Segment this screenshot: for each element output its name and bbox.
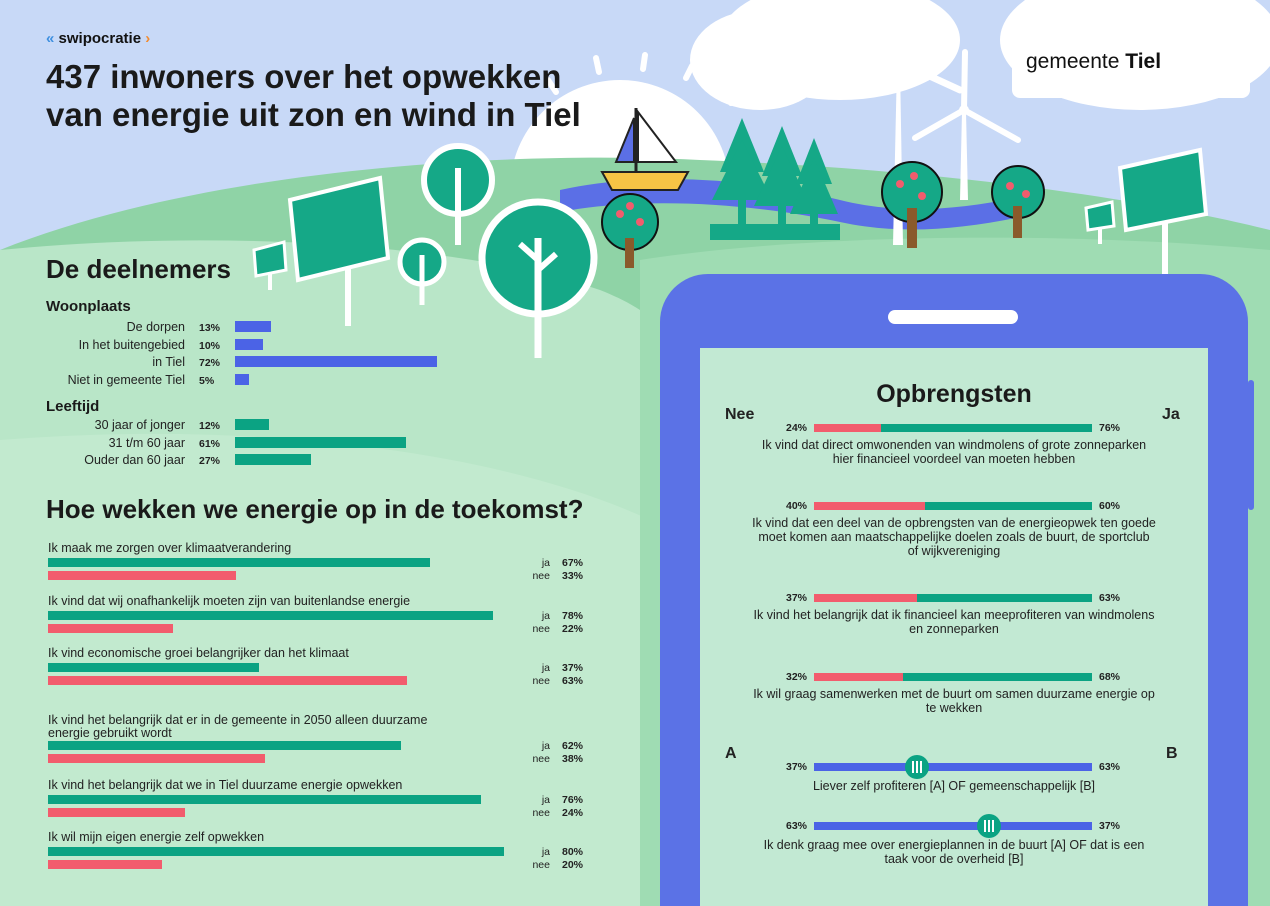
woonplaats-bar (235, 374, 249, 385)
grip-line-icon (992, 820, 994, 832)
toekomst-nee-bar (48, 754, 265, 763)
toekomst-ja-bar (48, 741, 401, 750)
leeftijd-bar (235, 419, 269, 430)
toekomst-nee-label: nee (532, 623, 550, 635)
toekomst-question: Ik wil mijn eigen energie zelf opwekken (48, 830, 265, 844)
ab-statement: Ik denk graag mee over energieplannen in de buurt [A] OF dat is een taak voor de overheid [B] (763, 838, 1145, 866)
toekomst-heading: Hoe wekken we energie op in de toekomst? (46, 494, 584, 524)
ab-a-value: 37% (786, 761, 808, 773)
cloud-shape (690, 10, 830, 110)
leeftijd-label: Ouder dan 60 jaar (84, 453, 185, 467)
woonplaats-value: 5% (199, 374, 215, 387)
leeftijd-value: 12% (199, 420, 221, 432)
toekomst-nee-label: nee (532, 570, 550, 582)
toekomst-ja-value: 76% (562, 794, 584, 806)
toekomst-question: Ik vind dat wij onafhankelijk moeten zijn van buitenlandse energie (48, 594, 411, 608)
logo-prefix: gemeente (1026, 50, 1120, 73)
toekomst-nee-bar (48, 624, 173, 633)
phone-side-button (1248, 380, 1254, 510)
grip-line-icon (988, 820, 990, 832)
toekomst-ja-bar (48, 795, 481, 804)
grip-line-icon (916, 761, 918, 773)
toekomst-ja-bar (48, 611, 493, 620)
toekomst-ja-label: ja (541, 846, 550, 858)
b-label: B (1166, 745, 1178, 762)
toekomst-ja-value: 80% (562, 846, 584, 858)
opbrengsten-nee-value: 37% (786, 592, 808, 604)
ja-label: Ja (1162, 406, 1180, 423)
leeftijd-label: 31 t/m 60 jaar (108, 435, 185, 450)
grip-line-icon (912, 761, 914, 773)
toekomst-ja-label: ja (541, 557, 550, 569)
woonplaats-heading: Woonplaats (46, 298, 131, 315)
opbrengsten-ja-bar (903, 673, 1092, 681)
nee-label: Nee (725, 406, 755, 423)
toekomst-nee-label: nee (532, 807, 550, 819)
opbrengsten-nee-bar (814, 673, 903, 681)
toekomst-ja-bar (48, 558, 430, 567)
ab-a-value: 63% (786, 820, 808, 832)
opbrengsten-ja-value: 60% (1099, 500, 1121, 512)
deelnemers-heading: De deelnemers (46, 254, 231, 284)
opbrengsten-nee-bar (814, 424, 881, 432)
woonplaats-value: 72% (199, 357, 221, 369)
opbrengsten-ja-value: 76% (1099, 422, 1121, 434)
woonplaats-value: 13% (199, 322, 221, 334)
ab-slider-track (814, 763, 1092, 771)
toekomst-nee-bar (48, 676, 407, 685)
a-label: A (725, 745, 737, 762)
woonplaats-bar (235, 321, 271, 332)
woonplaats-label: De dorpen (126, 320, 185, 334)
ab-b-value: 63% (1099, 761, 1121, 773)
opbrengsten-ja-value: 68% (1099, 671, 1121, 683)
toekomst-ja-value: 78% (562, 610, 584, 622)
toekomst-nee-value: 63% (562, 675, 584, 687)
opbrengsten-statement: Ik wil graag samenwerken met de buurt om samen duurzame energie op te wekken (753, 687, 1155, 715)
grip-line-icon (920, 761, 922, 773)
toekomst-ja-bar (48, 663, 259, 672)
logo-text (1026, 50, 1161, 74)
toekomst-ja-label: ja (541, 610, 550, 622)
woonplaats-bar (235, 339, 263, 350)
woonplaats-label: Niet in gemeente Tiel (67, 372, 185, 387)
toekomst-nee-value: 20% (562, 859, 584, 871)
toekomst-ja-label: ja (541, 740, 550, 752)
leeftijd-label: 30 jaar of jonger (94, 418, 185, 432)
leeftijd-heading: Leeftijd (46, 398, 100, 415)
opbrengsten-nee-bar (814, 502, 925, 510)
opbrengsten-ja-bar (925, 502, 1092, 510)
woonplaats-bar (235, 356, 437, 367)
ab-statement: Liever zelf profiteren [A] OF gemeenschappelijk [B] (812, 779, 1096, 793)
opbrengsten-ja-bar (881, 424, 1092, 432)
toekomst-ja-value: 37% (562, 662, 584, 674)
toekomst-nee-value: 33% (562, 570, 584, 582)
woonplaats-label: in Tiel (152, 355, 185, 369)
opbrengsten-statement: Ik vind dat direct omwonenden van windmolens of grote zonneparken hier financieel voordeel van moeten hebben (761, 438, 1147, 466)
leeftijd-bar (235, 454, 311, 465)
opbrengsten-ja-value: 63% (1099, 592, 1121, 604)
ab-slider-handle (905, 755, 929, 779)
brand-open-mark: « (46, 30, 55, 47)
ab-slider-handle (977, 814, 1001, 838)
leeftijd-value: 61% (199, 437, 221, 450)
opbrengsten-nee-value: 32% (786, 671, 808, 683)
brand-name: swipocratie (58, 30, 142, 47)
opbrengsten-statement: Ik vind dat een deel van de opbrengsten van de energieopwek ten goede moet komen aan maatschappelijke doelen zoals de buurt, de sportclub of wijkvereniging (752, 516, 1156, 558)
phone-speaker (888, 310, 1018, 324)
opbrengsten-nee-value: 24% (786, 422, 808, 434)
brand-close-mark: › (145, 30, 151, 47)
toekomst-ja-label: ja (541, 662, 550, 674)
opbrengsten-heading: Opbrengsten (876, 380, 1032, 408)
toekomst-question: Ik maak me zorgen over klimaatverandering (48, 541, 292, 555)
toekomst-nee-bar (48, 571, 236, 580)
toekomst-ja-value: 67% (562, 557, 584, 569)
toekomst-question: Ik vind economische groei belangrijker dan het klimaat (48, 646, 349, 660)
toekomst-question: Ik vind het belangrijk dat we in Tiel duurzame energie opwekken (48, 778, 403, 792)
ab-slider-track (814, 822, 1092, 830)
toekomst-ja-label: ja (541, 794, 550, 806)
toekomst-ja-value: 62% (562, 740, 584, 752)
ab-b-value: 37% (1099, 820, 1121, 832)
grip-line-icon (984, 820, 986, 832)
woonplaats-label: In het buitengebied (78, 337, 185, 352)
toekomst-nee-label: nee (532, 753, 550, 765)
page-title: 437 inwoners over het opwekken van energie uit zon en wind in Tiel (46, 58, 581, 133)
toekomst-nee-value: 24% (562, 807, 584, 819)
opbrengsten-nee-bar (814, 594, 917, 602)
toekomst-nee-bar (48, 860, 162, 869)
opbrengsten-nee-value: 40% (786, 500, 808, 512)
opbrengsten-statement: Ik vind het belangrijk dat ik financieel kan meeprofiteren van windmolens en zonneparken (753, 608, 1155, 636)
leeftijd-value: 27% (199, 455, 221, 467)
toekomst-nee-label: nee (532, 675, 550, 687)
toekomst-ja-bar (48, 847, 504, 856)
woonplaats-value: 10% (199, 339, 221, 352)
toekomst-nee-bar (48, 808, 185, 817)
leeftijd-bar (235, 437, 406, 448)
toekomst-nee-value: 22% (562, 623, 584, 635)
toekomst-question: Ik vind het belangrijk dat er in de gemeente in 2050 alleen duurzame energie gebruikt wordt (48, 713, 428, 740)
toekomst-nee-label: nee (532, 859, 550, 871)
toekomst-nee-value: 38% (562, 753, 584, 765)
opbrengsten-ja-bar (917, 594, 1092, 602)
brand-label (46, 30, 150, 47)
logo-name: Tiel (1125, 50, 1162, 73)
